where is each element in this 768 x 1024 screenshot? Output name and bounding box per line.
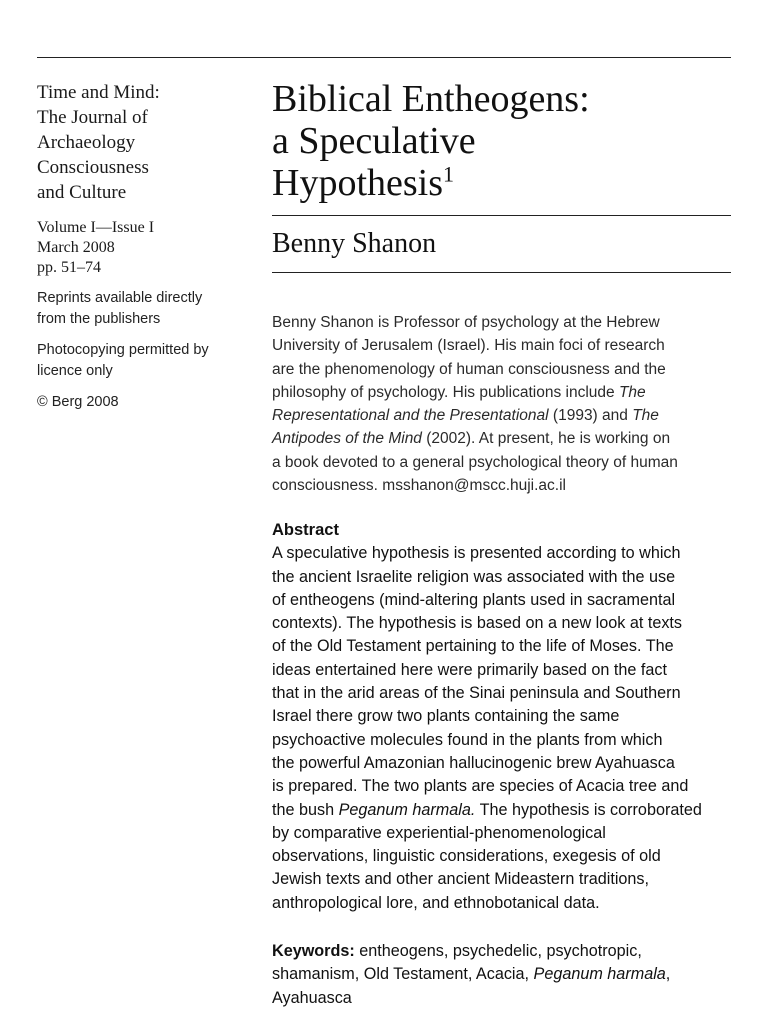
bio-line — [272, 427, 732, 450]
issue-info — [37, 218, 252, 278]
reprints-note — [37, 288, 252, 330]
author-bio — [272, 311, 732, 497]
bio-text: (2002). At present, he is working on — [421, 430, 671, 448]
abstract-line: ideas entertained here were primarily based on the fact — [272, 660, 668, 679]
journal-title-line: Archaeology — [37, 132, 136, 153]
abstract-text: The hypothesis is corroborated — [475, 800, 702, 819]
keywords-line — [272, 940, 732, 963]
bio-italic: Antipodes of the Mind — [272, 430, 422, 448]
keywords-text: shamanism, Old Testament, Acacia, — [272, 965, 534, 984]
abstract-line: Israel there grow two plants containing the same — [272, 707, 620, 726]
abstract-text: the bush — [272, 800, 339, 819]
reprints-line: from the publishers — [37, 311, 161, 327]
abstract-line: observations, linguistic considerations, exegesis of old — [272, 847, 661, 866]
photocopying-note — [37, 340, 252, 382]
article-title-line — [272, 162, 732, 204]
abstract-line: the ancient Israelite religion was associated with the use — [272, 567, 676, 586]
bio-line — [272, 404, 732, 427]
abstract-line — [272, 799, 732, 822]
journal-title — [37, 80, 252, 205]
article-title-line: Biblical Entheogens: — [272, 78, 590, 120]
abstract-line: psychoactive molecules found in the plants from which — [272, 730, 663, 749]
abstract-line: the powerful Amazonian hallucinogenic brew Ayahuasca — [272, 753, 675, 772]
bio-text: (1993) and — [548, 407, 633, 425]
bio-italic: The — [618, 383, 646, 401]
journal-title-line: Consciousness — [37, 157, 149, 178]
footnote-marker[interactable]: 1 — [443, 161, 454, 187]
top-rule — [37, 57, 731, 58]
abstract-line: is prepared. The two plants are species of Acacia tree and — [272, 777, 689, 796]
keywords-section — [272, 940, 732, 1010]
abstract-section — [272, 519, 732, 915]
volume-issue: Volume I—Issue I — [37, 219, 155, 236]
issue-date: March 2008 — [37, 239, 115, 256]
photocopying-line: Photocopying permitted by — [37, 342, 209, 358]
abstract-italic: Peganum harmala. — [338, 800, 476, 819]
journal-title-line: The Journal of — [37, 107, 148, 128]
article-title-text: Hypothesis — [272, 162, 443, 204]
bio-line: are the phenomenology of human consciousness and the — [272, 360, 666, 378]
keywords-text: , — [665, 965, 671, 984]
keywords-line: Ayahuasca — [272, 988, 352, 1007]
article-title — [272, 78, 732, 204]
bio-italic: Representational and the Presentational — [272, 407, 549, 425]
title-rule — [272, 215, 731, 216]
abstract-line: of the Old Testament pertaining to the life of Moses. The — [272, 637, 674, 656]
bio-line — [272, 381, 732, 404]
bio-line: Benny Shanon is Professor of psychology at the Hebrew — [272, 314, 660, 331]
page-range: pp. 51–74 — [37, 259, 101, 276]
keywords-text: entheogens, psychedelic, psychotropic, — [354, 942, 642, 960]
bio-italic: The — [632, 407, 659, 425]
abstract-line: that in the arid areas of the Sinai peninsula and Southern — [272, 684, 681, 703]
keywords-line — [272, 963, 732, 986]
journal-sidebar — [37, 80, 252, 413]
abstract-heading: Abstract — [272, 521, 339, 539]
bio-text: philosophy of psychology. His publications include — [272, 383, 619, 401]
copyright-line: © Berg 2008 — [37, 394, 119, 410]
keywords-italic: Peganum harmala — [533, 965, 666, 984]
bio-line: a book devoted to a general psychological theory of human — [272, 453, 678, 471]
bio-line: University of Jerusalem (Israel). His main foci of research — [272, 337, 665, 355]
author-name: Benny Shanon — [272, 228, 437, 259]
bio-line: consciousness. msshanon@mscc.huji.ac.il — [272, 477, 566, 495]
journal-title-line: Time and Mind: — [37, 82, 160, 103]
abstract-line: by comparative experiential-phenomenological — [272, 823, 606, 842]
copyright-note — [37, 392, 252, 413]
abstract-line: of entheogens (mind-altering plants used in sacramental — [272, 590, 676, 609]
abstract-line: contexts). The hypothesis is based on a new look at texts — [272, 614, 683, 633]
photocopying-line: licence only — [37, 363, 113, 379]
keywords-label: Keywords: — [272, 942, 355, 960]
journal-title-line: and Culture — [37, 182, 127, 203]
article-title-line: a Speculative — [272, 120, 476, 162]
author-rule — [272, 272, 731, 273]
abstract-line: A speculative hypothesis is presented according to which — [272, 544, 681, 563]
abstract-line: Jewish texts and other ancient Mideastern traditions, — [272, 870, 650, 889]
reprints-line: Reprints available directly — [37, 290, 203, 306]
abstract-line: anthropological lore, and ethnobotanical data. — [272, 893, 600, 912]
article-header — [272, 78, 732, 204]
